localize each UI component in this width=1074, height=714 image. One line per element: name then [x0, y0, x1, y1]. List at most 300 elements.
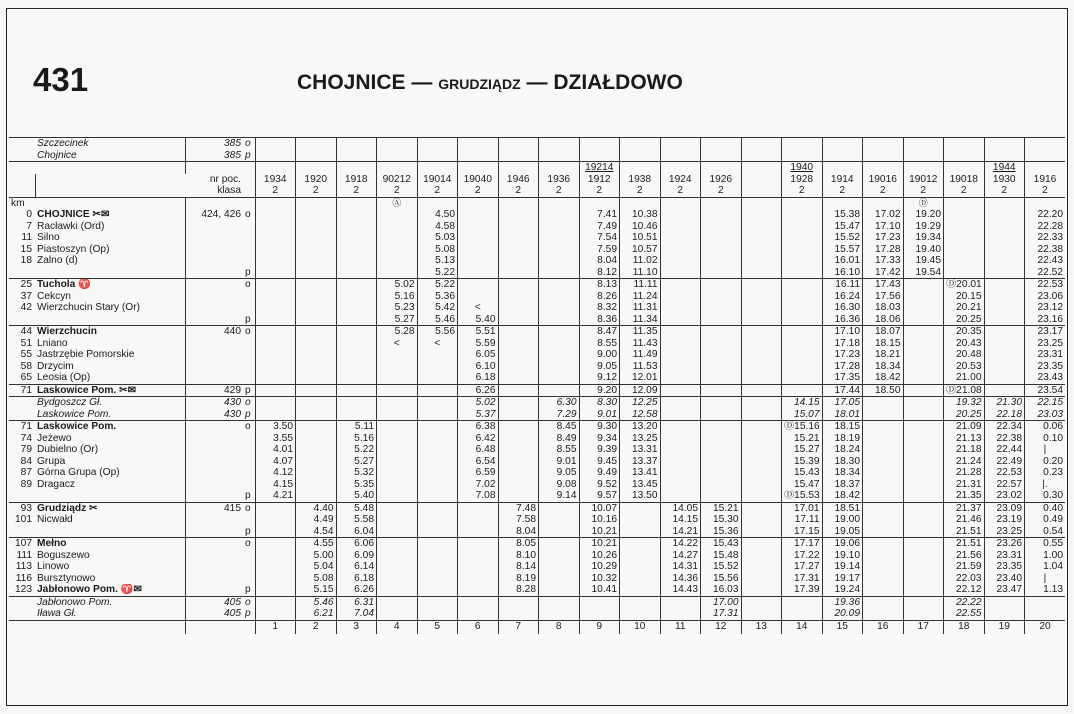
time-cell: [377, 384, 418, 397]
time-cell: [863, 138, 904, 150]
ref-cell: [185, 620, 243, 634]
km-value: [9, 526, 35, 538]
time-cell: 10.07: [579, 502, 620, 514]
time-cell: [458, 150, 499, 162]
km-value: 65: [20, 372, 32, 383]
train-class: 2: [296, 185, 337, 197]
time-cell: [296, 490, 337, 502]
time-cell: [701, 384, 742, 397]
time-cell: [458, 561, 499, 573]
time-cell: 10.57: [620, 244, 661, 256]
time-cell: 18.03: [863, 302, 904, 314]
time-cell: 0.55: [1025, 538, 1066, 550]
through-train-number: [1025, 162, 1066, 174]
time-cell: 17.42: [863, 267, 904, 279]
time-cell: [741, 409, 782, 421]
time-cell: [984, 338, 1025, 350]
time-cell: 5.28: [377, 326, 418, 338]
time-cell: [417, 349, 458, 361]
time-cell: [903, 596, 944, 608]
time-cell: 23.19: [984, 514, 1025, 526]
train-class: 2: [417, 185, 458, 197]
station-row: [9, 573, 1065, 585]
km-value: 51: [20, 337, 32, 349]
time-cell: [377, 267, 418, 279]
time-cell: [255, 384, 296, 397]
time-cell: [539, 255, 580, 267]
time-cell: [782, 244, 823, 256]
time-cell: [498, 138, 539, 150]
time-cell: 16.30: [822, 302, 863, 314]
time-cell: 7.48: [498, 502, 539, 514]
column-number: 4: [377, 620, 418, 634]
time-cell: [741, 526, 782, 538]
time-cell: [498, 384, 539, 397]
station-row: [9, 409, 1065, 421]
time-cell: [620, 138, 661, 150]
time-cell: [377, 573, 418, 585]
time-cell: [336, 255, 377, 267]
arr-dep-flag: o: [243, 326, 255, 338]
time-cell: [863, 397, 904, 409]
time-cell: [620, 561, 661, 573]
time-cell: 13.31: [620, 444, 661, 456]
time-cell: 8.05: [498, 538, 539, 550]
column-number: 13: [741, 620, 782, 634]
station-row: [9, 279, 1065, 291]
arr-dep-flag: p: [245, 266, 251, 278]
time-cell: 9.14: [539, 490, 580, 502]
time-cell: [984, 138, 1025, 150]
time-cell: 22.43: [1025, 255, 1066, 267]
train-number: 1930: [984, 174, 1025, 186]
note-marker: [822, 197, 863, 209]
note-marker: [579, 197, 620, 209]
train-class: 2: [944, 185, 985, 197]
train-number: [741, 174, 782, 186]
time-cell: 10.21: [579, 526, 620, 538]
time-cell: 6.04: [336, 526, 377, 538]
time-cell: 6.59: [458, 467, 499, 479]
time-cell: [417, 467, 458, 479]
time-cell: 21.35: [944, 490, 985, 502]
time-cell: [377, 479, 418, 491]
time-cell: 10.32: [579, 573, 620, 585]
time-cell: 15.47: [822, 221, 863, 233]
table-ref: [185, 421, 243, 433]
km-value: 37: [20, 290, 32, 302]
time-cell: |: [1025, 444, 1066, 456]
station-name: Grupa: [37, 455, 66, 467]
time-cell: [660, 456, 701, 468]
time-cell: [458, 255, 499, 267]
arr-dep-flag: [243, 561, 255, 573]
time-cell: [620, 150, 661, 162]
time-cell: [741, 490, 782, 502]
station-name: Mełno: [35, 538, 185, 550]
column-number: 16: [863, 620, 904, 634]
time-cell: 5.22: [336, 444, 377, 456]
km-value: [9, 267, 35, 279]
time-cell: [377, 349, 418, 361]
time-cell: 14.31: [660, 561, 701, 573]
station-name: Silno: [37, 232, 60, 243]
time-cell: [984, 326, 1025, 338]
time-cell: [296, 232, 337, 244]
time-cell: [984, 608, 1025, 620]
arr-dep-flag: [243, 232, 255, 244]
time-cell: 3.55: [255, 433, 296, 445]
timetable-grid: [9, 137, 1065, 634]
km-value: 89: [20, 478, 32, 490]
time-cell: 0.49: [1025, 514, 1066, 526]
time-cell: 5.40: [458, 314, 499, 326]
time-cell: 20.43: [944, 338, 985, 350]
time-cell: 4.50: [417, 209, 458, 221]
time-cell: 15.52: [701, 561, 742, 573]
time-cell: [782, 150, 823, 162]
time-cell: [903, 409, 944, 421]
time-cell: 7.59: [579, 244, 620, 256]
time-cell: [377, 526, 418, 538]
time-cell: 19.45: [903, 255, 944, 267]
table-ref: [185, 349, 243, 361]
train-class: 2: [822, 185, 863, 197]
time-cell: [984, 267, 1025, 279]
km-cell: [9, 150, 35, 162]
time-cell: [255, 209, 296, 221]
time-cell: [984, 279, 1025, 291]
time-cell: [701, 244, 742, 256]
arr-dep-flag: o: [243, 279, 255, 291]
time-cell: 6.26: [458, 384, 499, 397]
time-cell: [984, 209, 1025, 221]
time-cell: 14.15: [660, 514, 701, 526]
km-value: 71: [9, 421, 35, 433]
time-cell: [741, 361, 782, 373]
time-cell: [701, 291, 742, 303]
time-cell: 22.38: [984, 433, 1025, 445]
time-cell: 14.43: [660, 584, 701, 596]
time-cell: [782, 267, 823, 279]
time-cell: [1025, 138, 1066, 150]
time-cell: [417, 444, 458, 456]
class-row: [9, 185, 1065, 197]
station-row: [9, 361, 1065, 373]
time-cell: [701, 456, 742, 468]
time-cell: [255, 573, 296, 585]
station-row: [9, 514, 1065, 526]
time-cell: [539, 573, 580, 585]
train-class: 2: [336, 185, 377, 197]
train-class: 2: [903, 185, 944, 197]
time-cell: 15.47: [782, 479, 823, 491]
note-marker: [498, 197, 539, 209]
time-cell: [660, 444, 701, 456]
time-cell: 23.03: [1025, 409, 1066, 421]
station-row: [9, 302, 1065, 314]
ref-cell: [185, 197, 243, 209]
time-cell: [417, 526, 458, 538]
arr-dep-flag: p: [245, 149, 251, 161]
arr-dep-flag: [243, 479, 255, 491]
time-cell: [255, 409, 296, 421]
time-cell: [903, 349, 944, 361]
time-cell: 17.15: [782, 526, 823, 538]
time-cell: 19.00: [822, 514, 863, 526]
time-cell: 5.04: [296, 561, 337, 573]
station-name: Jabłonowo Pom. ♈✉: [37, 584, 142, 595]
table-ref: [185, 584, 243, 596]
km-value: 0: [26, 209, 32, 220]
station-row: [9, 267, 1065, 279]
table-ref: [185, 444, 243, 456]
time-cell: [782, 232, 823, 244]
time-cell: [701, 221, 742, 233]
time-cell: 13.20: [620, 421, 661, 433]
train-class: 2: [539, 185, 580, 197]
station-row: [9, 490, 1065, 502]
time-cell: [498, 456, 539, 468]
train-number: 19018: [944, 174, 985, 186]
time-cell: [741, 456, 782, 468]
time-cell: [498, 279, 539, 291]
time-cell: 7.49: [579, 221, 620, 233]
train-class: 2: [377, 185, 418, 197]
time-cell: 10.46: [620, 221, 661, 233]
time-cell: 11.02: [620, 255, 661, 267]
time-cell: 17.23: [822, 349, 863, 361]
time-cell: [944, 232, 985, 244]
time-cell: 23.47: [984, 584, 1025, 596]
time-cell: [458, 221, 499, 233]
km-value: 58: [20, 360, 32, 372]
time-cell: 15.48: [701, 550, 742, 562]
time-cell: [741, 349, 782, 361]
time-cell: 17.01: [782, 502, 823, 514]
train-number: 19040: [458, 174, 499, 186]
time-cell: 6.05: [458, 349, 499, 361]
column-number: 11: [660, 620, 701, 634]
km-value: [9, 608, 35, 620]
time-cell: [741, 538, 782, 550]
time-cell: 12.09: [620, 384, 661, 397]
time-cell: 18.21: [863, 349, 904, 361]
time-cell: [498, 326, 539, 338]
time-cell: 5.36: [417, 291, 458, 303]
time-cell: [701, 349, 742, 361]
time-cell: [377, 255, 418, 267]
time-cell: 17.56: [863, 291, 904, 303]
time-cell: [458, 138, 499, 150]
column-number: 6: [458, 620, 499, 634]
column-number: 8: [539, 620, 580, 634]
table-ref: [185, 279, 243, 291]
time-cell: 17.11: [782, 514, 823, 526]
time-cell: 12.58: [620, 409, 661, 421]
station-row: [9, 467, 1065, 479]
time-cell: [296, 221, 337, 233]
time-cell: [944, 209, 985, 221]
time-cell: [903, 608, 944, 620]
time-cell: [296, 409, 337, 421]
column-number: 7: [498, 620, 539, 634]
time-cell: [903, 372, 944, 384]
station-name: Dubielno (Or): [37, 444, 99, 455]
time-cell: [498, 608, 539, 620]
through-train-number: [498, 162, 539, 174]
time-cell: 9.20: [579, 384, 620, 397]
table-ref: [185, 490, 243, 502]
time-cell: [741, 372, 782, 384]
station-name: Grudziądz ✂: [35, 502, 185, 514]
time-cell: 22.20: [1025, 209, 1066, 221]
time-cell: [498, 596, 539, 608]
time-cell: 20.09: [822, 608, 863, 620]
time-cell: [417, 550, 458, 562]
time-cell: [296, 138, 337, 150]
route-destination: DZIAŁDOWO: [553, 71, 683, 94]
time-cell: [255, 302, 296, 314]
time-cell: 5.40: [336, 490, 377, 502]
time-cell: 8.55: [579, 338, 620, 350]
station-name: Cekcyn: [37, 290, 71, 302]
time-cell: [458, 526, 499, 538]
time-cell: 19.24: [822, 584, 863, 596]
time-cell: [296, 421, 337, 433]
station-row: [9, 608, 1065, 620]
time-cell: 7.29: [539, 409, 580, 421]
time-cell: 11.49: [620, 349, 661, 361]
time-cell: 20.21: [944, 302, 985, 314]
time-cell: 17.33: [863, 255, 904, 267]
through-train-number: [417, 162, 458, 174]
time-cell: [377, 467, 418, 479]
time-cell: [863, 479, 904, 491]
km-cell: [9, 185, 35, 197]
time-cell: [660, 479, 701, 491]
train-number: 90212: [377, 174, 418, 186]
table-ref: [185, 372, 243, 384]
time-cell: [336, 338, 377, 350]
note-marker: [660, 197, 701, 209]
time-cell: [296, 279, 337, 291]
train-class: 2: [863, 185, 904, 197]
km-value: 79: [20, 444, 32, 455]
time-cell: [782, 372, 823, 384]
time-cell: 9.01: [539, 456, 580, 468]
time-cell: 16.01: [822, 255, 863, 267]
table-ref: [185, 255, 243, 267]
station-row: [9, 502, 1065, 514]
time-cell: [417, 584, 458, 596]
time-cell: [377, 221, 418, 233]
time-cell: [863, 526, 904, 538]
column-number: 9: [579, 620, 620, 634]
note-marker: [782, 197, 823, 209]
km-value: [9, 397, 35, 409]
time-cell: 19.32: [944, 397, 985, 409]
time-cell: [417, 561, 458, 573]
time-cell: [255, 584, 296, 596]
time-cell: [903, 584, 944, 596]
time-cell: [377, 409, 418, 421]
train-number: 1924: [660, 174, 701, 186]
time-cell: [296, 267, 337, 279]
time-cell: [903, 279, 944, 291]
time-cell: [741, 232, 782, 244]
time-cell: 22.55: [944, 608, 985, 620]
through-train-row: [9, 162, 1065, 174]
time-cell: [984, 221, 1025, 233]
time-cell: 15.30: [701, 514, 742, 526]
arr-dep-flag: o: [243, 397, 255, 409]
time-cell: [782, 302, 823, 314]
train-class: 2: [1025, 185, 1066, 197]
time-cell: 19.10: [822, 550, 863, 562]
time-cell: 22.44: [984, 444, 1025, 456]
arr-dep-flag: [243, 302, 255, 314]
time-cell: 11.10: [620, 267, 661, 279]
time-cell: [701, 279, 742, 291]
through-train-number: [863, 162, 904, 174]
time-cell: [296, 384, 337, 397]
time-cell: 7.58: [498, 514, 539, 526]
time-cell: 4.15: [255, 479, 296, 491]
time-cell: [660, 338, 701, 350]
time-cell: 18.15: [822, 421, 863, 433]
time-cell: [620, 538, 661, 550]
arr-dep-flag: [243, 433, 255, 445]
time-cell: [701, 267, 742, 279]
time-cell: 5.51: [458, 326, 499, 338]
time-cell: [620, 596, 661, 608]
station-name: CHOJNICE ✂✉: [37, 209, 110, 220]
time-cell: 19.06: [822, 538, 863, 550]
table-ref: 430: [185, 397, 243, 409]
time-cell: [458, 573, 499, 585]
time-cell: [741, 326, 782, 338]
time-cell: 11.34: [620, 314, 661, 326]
time-cell: 4.40: [296, 502, 337, 514]
time-cell: [539, 596, 580, 608]
time-cell: [660, 138, 701, 150]
time-cell: 0.06: [1025, 421, 1066, 433]
time-cell: [336, 291, 377, 303]
time-cell: [377, 538, 418, 550]
table-ref: [185, 479, 243, 491]
time-cell: [782, 221, 823, 233]
station-name: Wierzchucin: [35, 326, 185, 338]
route-origin: CHOJNICE: [297, 71, 406, 94]
time-cell: 15.56: [701, 573, 742, 585]
time-cell: [336, 232, 377, 244]
time-cell: [984, 314, 1025, 326]
time-cell: [498, 209, 539, 221]
time-cell: 21.31: [944, 479, 985, 491]
time-cell: 23.09: [984, 502, 1025, 514]
time-cell: [984, 244, 1025, 256]
time-cell: 5.08: [296, 573, 337, 585]
time-cell: 0.54: [1025, 526, 1066, 538]
time-cell: 21.13: [944, 433, 985, 445]
time-cell: [660, 150, 701, 162]
time-cell: [539, 384, 580, 397]
time-cell: [903, 490, 944, 502]
km-value: 87: [20, 467, 32, 478]
time-cell: [458, 291, 499, 303]
arr-dep-flag: [243, 291, 255, 303]
